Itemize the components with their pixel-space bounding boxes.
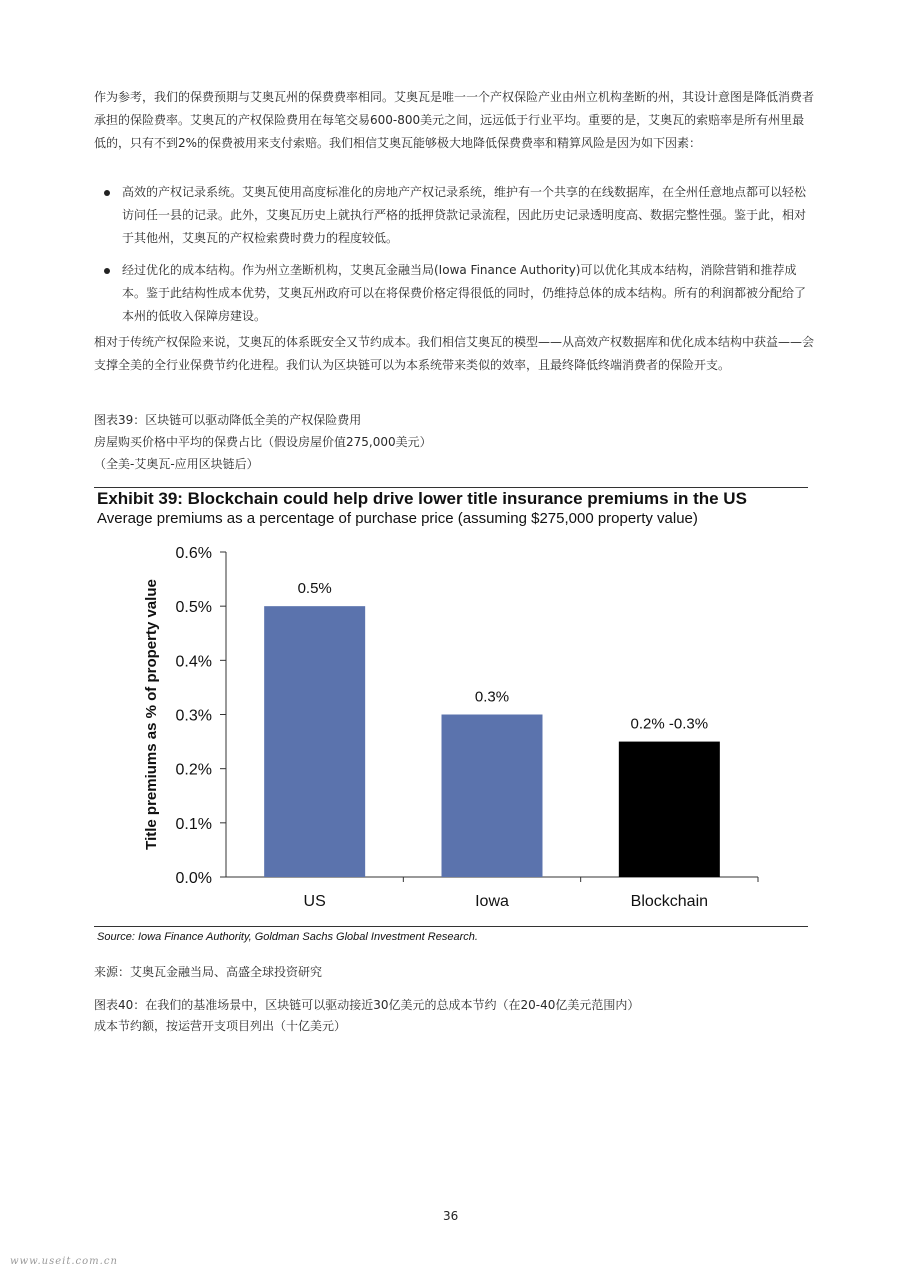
data-label: 0.2% -0.3%	[630, 715, 709, 733]
bar-iowa	[442, 715, 543, 878]
bar-blockchain	[619, 742, 720, 877]
y-tick-label: 0.2%	[175, 761, 212, 779]
intro-paragraph: 作为参考，我们的保费预期与艾奥瓦州的保费费率相同。艾奥瓦是唯一一个产权保险产业由州立机构垄断的州，其设计意图是降低消费者承担的保险费率。艾奥瓦的产权保险费用在每笔交易600-800美元之间，远远低于行业平均。重要的是，艾奥瓦的索赔率是所有州里最低的，只有不到2%的保费被用来支付索赔。我们相信艾奥瓦能够极大地降低保费费率和精算风险是因为如下因素：	[94, 90, 815, 150]
y-tick-label: 0.0%	[175, 870, 212, 887]
bullet-dot-icon	[104, 190, 110, 196]
figure-40-caption: 图表40：在我们的基准场景中，区块链可以驱动接近30亿美元的总成本节约（在20-40亿美元范围内）	[94, 998, 640, 1012]
summary-paragraph: 相对于传统产权保险来说，艾奥瓦的体系既安全又节约成本。我们相信艾奥瓦的模型——从高效产权数据库和优化成本结构中获益——会支撑全美的全行业保费节约化进程。我们认为区块链可以为本系统带来类似的效率，且最终降低终端消费者的保险开支。	[94, 335, 815, 372]
bullet-text: 高效的产权记录系统。艾奥瓦使用高度标准化的房地产产权记录系统，维护有一个共享的在线数据库，在全州任意地点都可以轻松访问任一县的记录。此外，艾奥瓦历史上就执行严格的抵押贷款记录流程，因此历史记录透明度高、数据完整性强。鉴于此，相对于其他州，艾奥瓦的产权检索费时费力的程度较低。	[122, 185, 807, 245]
bullet-efficient-records	[104, 181, 814, 250]
exhibit-top-rule	[94, 487, 808, 488]
y-tick-label: 0.1%	[175, 815, 212, 833]
figure-39-caption: 图表39：区块链可以驱动降低全美的产权保险费用	[94, 413, 362, 427]
page-number: 36	[443, 1209, 459, 1223]
x-tick-label: Iowa	[475, 893, 509, 910]
y-axis-label: Title premiums as % of property value	[143, 579, 160, 850]
data-label: 0.3%	[474, 688, 510, 706]
bullet-text: 经过优化的成本结构。作为州立垄断机构，艾奥瓦金融当局(Iowa Finance Authority)可以优化其成本结构，消除营销和推荐成本。鉴于此结构性成本优势，艾奥瓦州政府可以在将保费价格定得很低的同时，仍维持总体的成本结构。所有的利润都被分配给了本州的低收入保障房建设。	[122, 263, 807, 323]
y-tick-label: 0.4%	[175, 653, 212, 671]
watermark: www.useit.com.cn	[10, 1256, 118, 1267]
exhibit-title: Exhibit 39: Blockchain could help drive lower title insurance premiums in the US	[97, 489, 747, 508]
bar-us	[264, 606, 365, 877]
bullet-dot-icon	[104, 268, 110, 274]
y-tick-label: 0.3%	[175, 707, 212, 725]
figure-39-note: （全美-艾奥瓦-应用区块链后）	[94, 457, 259, 471]
y-tick-label: 0.6%	[175, 545, 212, 562]
exhibit-subtitle: Average premiums as a percentage of purchase price (assuming $275,000 property value)	[97, 510, 698, 527]
x-tick-label: US	[303, 893, 326, 910]
exhibit-source: Source: Iowa Finance Authority, Goldman Sachs Global Investment Research.	[97, 931, 478, 943]
exhibit-bottom-rule	[94, 926, 808, 927]
source-cn: 来源：艾奥瓦金融当局、高盛全球投资研究	[94, 965, 323, 979]
bar-chart	[94, 532, 808, 922]
x-tick-label: Blockchain	[630, 893, 709, 910]
bullet-cost-structure	[104, 259, 814, 328]
figure-39-subcaption: 房屋购买价格中平均的保费占比（假设房屋价值275,000美元）	[94, 435, 432, 449]
figure-40-subcaption: 成本节约额，按运营开支项目列出（十亿美元）	[94, 1019, 347, 1033]
y-tick-label: 0.5%	[175, 599, 212, 617]
data-label: 0.5%	[297, 580, 332, 598]
